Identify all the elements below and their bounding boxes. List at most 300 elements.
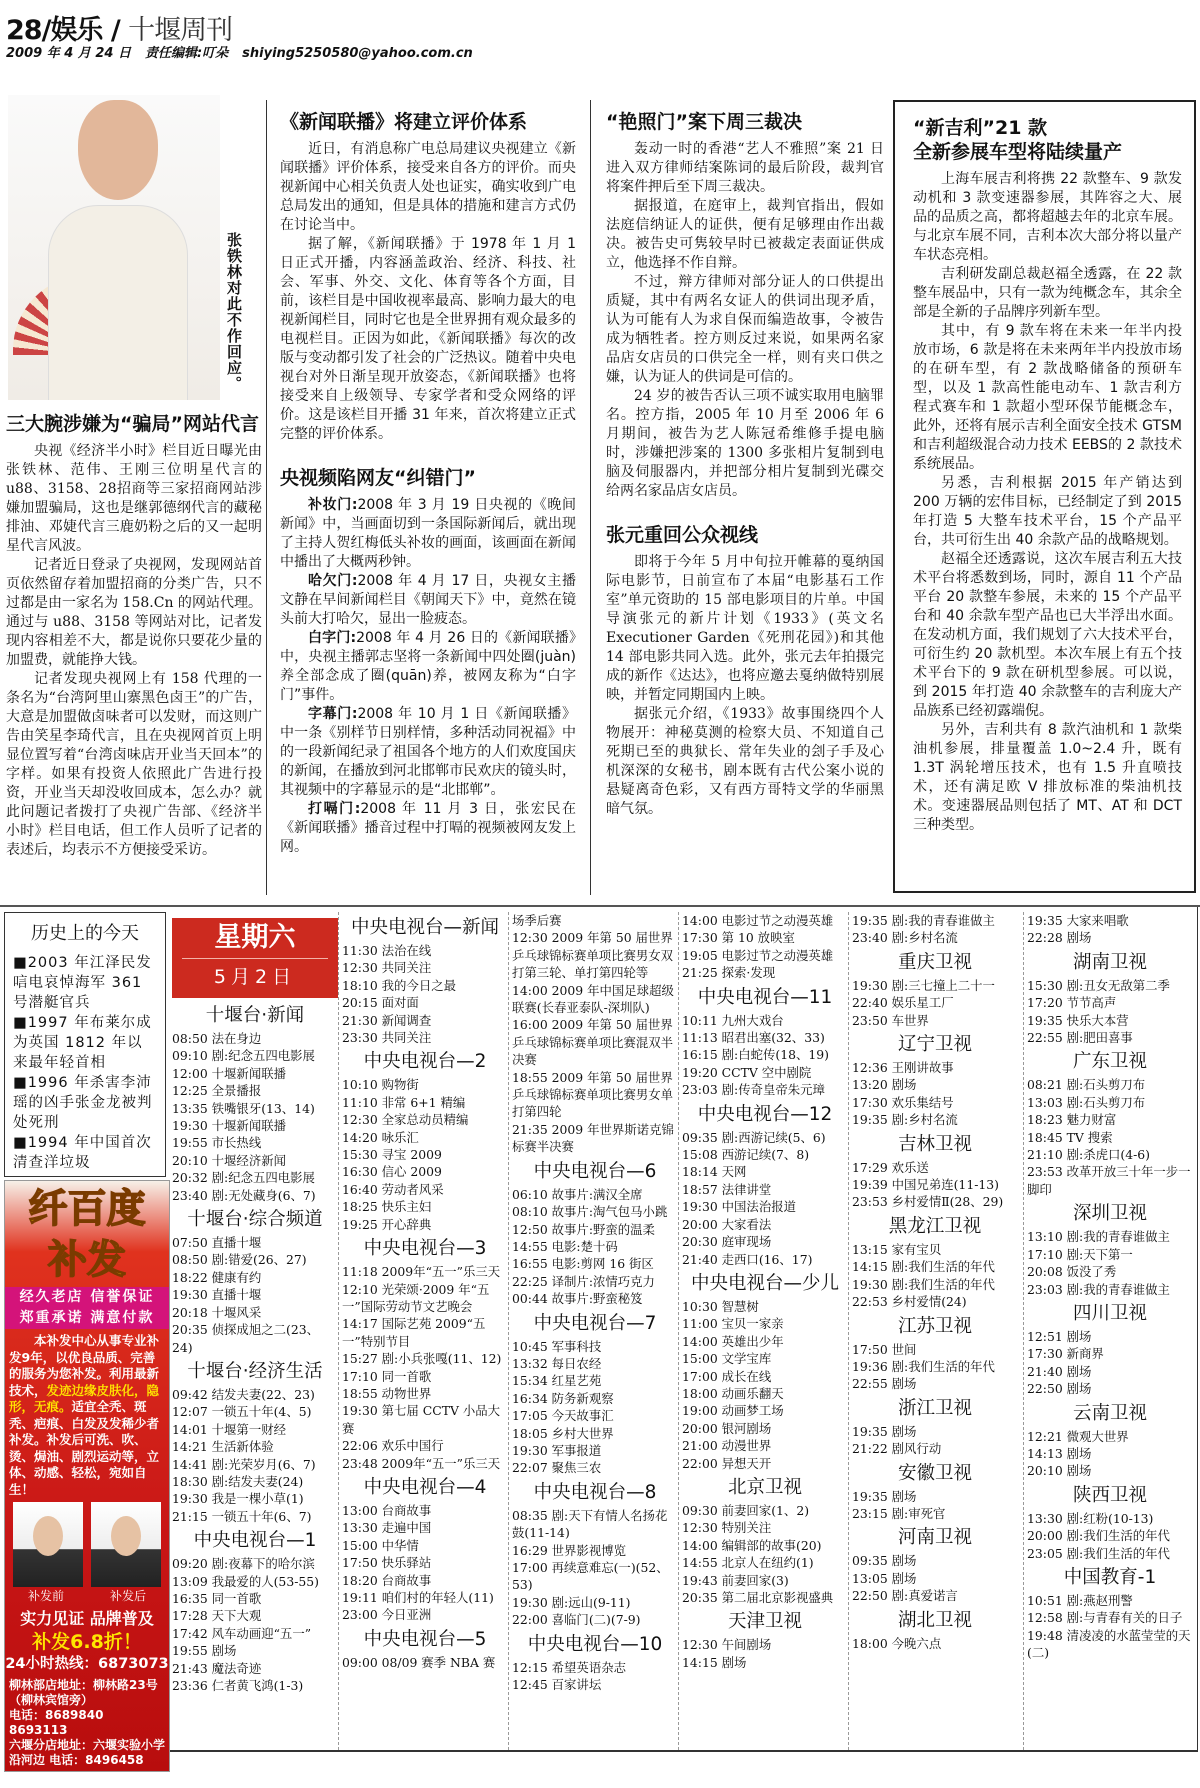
program-item: 19:11 咱们村的年轻人(11) [342,1590,494,1605]
program-item: 11:10 非常 6+1 精编 [342,1094,466,1110]
program-item: 21:35 2009 年世界斯诺克锦标赛半决赛 [512,1121,674,1155]
channel-name: 陕西卫视 [1072,1484,1147,1506]
program-item: 12:21 微观大世界 [1027,1428,1129,1444]
program-item: 21:15 一锁五十年(6、7) [172,1508,312,1524]
article-headline: “新吉利”21 款 全新参展车型将陆续量产 [913,117,1123,163]
paragraph-text: 2008 年 10 月 1 日《新闻联播》中一条《别样节日别样情，多种活动同祝福》中的一段新闻纪录了祖国各个地方的人们欢度国庆的新闻，在播放到河北邯郸市民欢庆的镜头时，其视频中的字幕显示的是“北邯郸”。 [280,706,576,798]
history-item: ■2003 年江泽民发唁电哀悼海军 361 号潜艇官兵 [13,955,152,1011]
program-item: 09:35 剧场 [852,1553,917,1569]
channel-name: 江苏卫视 [897,1315,972,1337]
channel-name: 中央电视台—2 [363,1051,487,1073]
channel-name: 浙江卫视 [897,1397,972,1419]
program-item: 23:03 剧:传奇皇帝朱元璋 [682,1082,825,1098]
program-item: 10:30 智慧树 [682,1298,759,1314]
program-item: 12:00 十堰新闻联播 [172,1065,286,1081]
program-item: 19:30 我是一棵小草(1) [172,1491,304,1507]
program-item: 23:05 剧:我们生活的年代 [1027,1545,1170,1561]
program-item: 12:25 全景播报 [172,1083,262,1099]
ad-slogan: 经久老店 信誉保证 [5,1287,169,1308]
article-paragraph: 据张元介绍，《1933》故事围绕四个人物展开：神秘莫测的检察大员、不知道自己死期已至的典狱长、常年失业的刽子手及心机深深的女秘书，剧本既有古代公案小说的悬疑离奇色彩，又有西方哥特文学的华丽黑暗气氛。 [606,706,884,817]
program-item: 11:30 法治在线 [342,943,432,958]
article-paragraph [280,800,576,857]
article-headline: “艳照门”案下周三裁决 [606,111,802,133]
paragraph-lead: 字幕门: [308,706,358,722]
program-item: 21:43 魔法奇迹 [172,1660,262,1676]
article-paragraph: 不过，辩方律师对部分证人的口供提出质疑，其中有两名女证人的供词出现矛盾，认为可能有人为求自保而编造故事，令被告成为牺牲者。控方则反过来说，如果两名家品店女店员的口供完全一样，则有夹口供之嫌，认为证人的供词是可信的。 [606,274,884,385]
program-item: 13:30 剧:红粉(10-13) [1027,1510,1154,1526]
program-item: 17:30 第 10 放映室 [682,930,795,946]
program-item: 08:21 剧:石头剪刀布 [1027,1077,1146,1093]
program-item: 19:35 剧场 [852,1488,917,1504]
program-item: 19:43 前妻回家(3) [682,1572,789,1588]
program-item: 10:11 九州大戏台 [682,1012,784,1028]
program-item: 17:50 快乐驿站 [342,1555,432,1571]
article-paragraph: 上海车展吉利将携 22 款整车、9 款发动机和 3 款变速器参展，其阵容之大、展品的品质之高，都将超越去年的北京车展。与北京车展不同，吉利本次大部分将以量产车状态亮相。 [913,171,1182,263]
ad-brand-sub: 补发 [47,1238,126,1283]
program-item: 23:53 乡村爱情Ⅱ(28、29) [852,1194,1004,1210]
program-item: 18:05 乡村大世界 [512,1425,614,1441]
program-item: 19:48 清凌凌的水蓝莹莹的天(二) [1027,1627,1191,1661]
program-item: 13:32 每日农经 [512,1355,602,1371]
article-paragraph: 另外，吉利共有 8 款汽油机和 1 款柴油机参展，排量覆盖 1.0~2.4 升，既有 1.3T 涡轮增压技术，也有 1.5 升直喷技术，还有满足欧 V 排放标准的柴油机技术。变速器展品则包括了 MT、AT 和 DCT 三种类型。 [913,722,1182,833]
article-zhang-yuan [606,523,884,819]
program-item: 14:17 国际艺苑 2009“五一”特别节目 [342,1316,486,1349]
paragraph-text: 2008 年 4 月 26 日的《新闻联播》中，央视主播郭志坚将一条新闻中四处圈(juàn)养全部念成了圈(quān)养，被网友称为“白字门”事件。 [280,630,576,703]
article-headline: 《新闻联播》将建立评价体系 [280,111,528,133]
section-divider [0,905,1200,907]
column-divider [1023,912,1024,1750]
channel-name: 十堰台·新闻 [205,1005,305,1026]
ad-proof: 实力见证 品牌普及 [20,1609,154,1628]
article-paragraph [280,629,576,705]
separator: / [102,15,129,46]
ad-desc-highlight: 发迹边缘皮肤化，隐形，无痕。 [9,1382,160,1414]
channel-name: 黑龙江卫视 [888,1215,982,1237]
channel-name: 四川卫视 [1072,1302,1147,1324]
program-item: 10:45 军事科技 [512,1338,602,1354]
before-label: 补发前 [27,1589,64,1603]
program-item: 19:00 动画梦工场 [682,1403,784,1419]
program-item: 14:20 咏乐汇 [342,1129,419,1145]
program-item: 22:55 剧场 [852,1376,917,1392]
program-item: 18:10 我的今日之最 [342,977,456,993]
paragraph-lead: 哈欠门: [308,573,358,589]
article-paragraph: 近日，有消息称广电总局建议央视建立《新闻联播》评价体系，接受来自各方的评价。而央视新闻中心相关负责人处也证实，确实收到广电总局发出的通知，但是具体的措施和建言方式仍在讨论当中。 [280,141,576,233]
phone-1: 电话：8689840 8693113 [9,1708,104,1737]
paragraph-text: 2008 年 3 月 19 日央视的《晚间新闻》中，当画面切到一条国际新闻后，就出现了主持人贺红梅低头补妆的画面，该画面在新闻中播出了大概两秒钟。 [280,497,576,570]
program-item: 15:00 中华情 [342,1537,419,1553]
program-item: 17:30 新商界 [1027,1346,1104,1362]
channel-name: 深圳卫视 [1072,1203,1147,1225]
program-item: 22:55 剧:肥田喜事 [1027,1030,1133,1046]
channel-name: 河南卫视 [897,1527,972,1549]
channel-name: 中央电视台—8 [533,1481,657,1503]
program-item: 20:15 面对面 [342,995,419,1011]
program-item: 18:57 法律讲堂 [682,1181,772,1197]
article-paragraph [280,572,576,629]
program-item: 09:30 前妻回家(1、2) [682,1502,810,1518]
history-item: ■1994 年中国首次清查洋垃圾 [13,1135,152,1171]
article-news-broadcast-evaluation [280,110,576,444]
column-2 [280,110,576,857]
article-paragraph: 吉利研发副总裁赵福全透露，在 22 款整车展品中，只有一款为纯概念车，其余全部是全新的子品牌序列新车型。 [913,266,1182,320]
program-item: 18:22 健康有约 [172,1269,262,1285]
program-item: 22:25 译制片:浓情巧克力 [512,1273,655,1289]
program-item: 23:00 今日亚洲 [342,1607,432,1623]
program-item: 22:28 剧场 [1027,930,1092,946]
program-item: 20:32 剧:纪念五四电影展 [172,1170,315,1186]
history-item: ■1997 年布莱尔成为英国 1812 年以来最年轻首相 [13,1015,152,1071]
program-item: 19:35 剧:乡村名流 [852,1112,958,1128]
article-photo-scandal-verdict [606,110,884,501]
history-today-box [4,912,166,1177]
program-item: 16:30 信心 2009 [342,1164,442,1180]
ad-desc-text: 本补发中心从事专业补发9年，以优良品质、完善的服务为您补发。利用最新技术， [9,1333,160,1398]
channel-name: 中央电视台—10 [527,1633,663,1655]
channel-name: 中央电视台—3 [363,1238,487,1260]
program-item: 14:00 电影过节之动漫英雄 [682,913,834,928]
program-item: 22:00 异想天开 [682,1455,772,1471]
program-item: 12:30 2009 年第 50 届世界乒乓球锦标赛单项比赛男女双打第三轮、单打第四轮等 [512,930,674,981]
section-name: 娱乐 [50,15,103,46]
program-item: 17:29 欢乐送 [852,1159,929,1175]
channel-name: 中央电视台—6 [533,1160,657,1182]
program-item: 14:13 剧场 [1027,1445,1092,1461]
program-item: 20:10 剧场 [1027,1463,1092,1479]
article-paragraph [280,496,576,572]
program-item: 15:00 文学宝库 [682,1351,772,1367]
channel-name: 北京卫视 [727,1476,802,1498]
after-photo [91,1502,161,1587]
article-paragraph: 其中，有 9 款车将在未来一年半内投放市场，6 款是将在未来两年半内投放市场的在研车型，有 2 款战略储备的预研车型，以及 1 款高性能电动车、1 款吉利方程式赛车和 1 款超小型环保节能概念车，此外，还将有展示吉利全面安全技术 GTSM 和吉利超级混合动力技术 EEBS的 2 款技术系统展品。 [913,323,1182,472]
channel-name: 吉林卫视 [897,1133,972,1155]
program-item: 20:35 第二届北京影视盛典 [682,1590,834,1605]
program-item: 16:34 防务新观察 [512,1390,614,1406]
program-item: 12:30 共同关注 [342,960,432,976]
program-item: 19:35 大家来唱歌 [1027,913,1129,928]
program-item: 19:39 中国兄弟连(11-13) [852,1177,999,1193]
page-header-meta [6,42,487,61]
program-item: 19:55 市长热线 [172,1135,262,1151]
channel-name: 十堰台·综合频道 [187,1209,323,1231]
program-item: 15:08 西游记续(7、8) [682,1147,810,1163]
program-item: 08:10 故事片:淘气包马小跳 [512,1204,668,1220]
program-item: 16:29 世界影视博览 [512,1542,626,1558]
article-paragraph: 赵福全还透露说，这次车展吉利五大技术平台将悉数到场，同时，源自 11 个产品平台 20 款整车参展，未来的 15 个产品平台和 40 余款车型产品也已大半浮出水面。在发动机方面，我们规划了六大技术平台，可衍生约 20 款机型。本次车展上有五个技术平台下的 9 款在研机型参展。可以说，到 2015 年打造 40 余款整车的吉利庞大产品族系已经初露端倪。 [913,551,1182,719]
program-item: 16:55 电影:剪网 16 街区 [512,1256,654,1272]
program-item: 23:15 剧:审死官 [852,1505,946,1521]
article-paragraph: 即将于今年 5 月中旬拉开帷幕的戛纳国际电影节，日前宣布了本届“电影基石工作室”单元资助的 15 部电影项目的片单。中国导演张元的新片计划《1933》(英文名 Executioner Garden《死刑花园》)和其他 14 部电影共同入选。此外，张元去年拍摄完成的新作《达达》，也将应邀去戛纳做特别展映，并暂定同期国内上映。 [606,554,884,703]
editor-email[interactable]: shiying5250580@yahoo.com.cn [242,46,473,61]
program-item: 22:00 喜临门(二)(7-9) [512,1612,641,1628]
tv-column [342,912,508,1671]
article-paragraph: 轰动一时的香港“艺人不雅照”案 21 日进入双方律师结案陈词的最后阶段，裁判官将案件押后至下周三裁决。 [606,141,884,195]
program-item: 19:30 剧:三七撞上二十一 [852,977,995,993]
article-headline: 三大腕涉嫌为“骗局”网站代言 [6,413,259,435]
program-item: 12:50 故事片:野蛮的温柔 [512,1221,655,1237]
program-item: 23:30 共同关注 [342,1030,432,1046]
paper-name: 十堰周刊 [128,15,233,46]
listing-date: 5月2日 [213,966,297,988]
program-item: 12:15 希望英语杂志 [512,1659,626,1675]
program-item: 13:30 走遍中国 [342,1520,432,1536]
channel-name: 湖北卫视 [897,1609,972,1631]
program-item: 17:05 今天故事汇 [512,1408,614,1424]
program-item: 20:18 十堰风采 [172,1304,262,1320]
column-divider [678,912,679,1750]
column-divider [338,912,339,1750]
program-item: 17:42 风车动画迎“五一” [172,1625,312,1641]
issue-date: 2009 年 4 月 24 日 [6,46,131,61]
tv-column [512,912,678,1693]
program-item: 12:45 百家讲坛 [512,1677,602,1693]
program-item: 20:08 饭没了秀 [1027,1264,1117,1280]
channel-name: 广东卫视 [1072,1051,1147,1073]
program-item: 13:09 我最爱的人(53-55) [172,1573,319,1589]
channel-name: 中央电视台—12 [697,1103,833,1125]
program-item: 11:13 昭君出塞(32、33) [682,1030,825,1046]
channel-name: 中央电视台—5 [363,1628,487,1650]
program-item: 14:41 剧:光荣岁月(6、7) [172,1456,316,1472]
program-item: 22:07 聚焦三农 [512,1460,602,1476]
address-1: 柳林部店地址：柳林路23号（柳林宾馆旁） [9,1678,158,1707]
program-item: 09:00 08/09 赛季 NBA 赛 [342,1654,496,1670]
ad-desc-text: 适宜全秃、斑秃、疤痕、白发及发稀少者补发。补发后可洗、吹、烫、焗油、剧烈运动等，立体、动感、轻松，宛如自生！ [9,1399,160,1497]
program-item: 00:44 故事片:野蛮秘笈 [512,1291,643,1307]
address-2: 六堰分店地址：六堰实验小学沿河边 电话：8496458 [9,1738,166,1767]
program-item: 20:00 银河剧场 [682,1420,772,1436]
program-item: 14:21 生活新体验 [172,1439,274,1455]
column-divider [508,912,509,1750]
program-item: 11:00 宝贝一家亲 [682,1316,784,1332]
program-item: 17:30 欢乐集结号 [852,1094,954,1110]
program-item: 13:35 铁嘴银牙(13、14) [172,1100,315,1116]
program-item: 10:10 购物街 [342,1077,419,1093]
channel-name: 辽宁卫视 [897,1034,972,1056]
program-item: 17:10 同一首歌 [342,1368,432,1384]
program-item: 12:10 光荣颂·2009 年“五一”国际劳动节文艺晚会 [342,1281,490,1314]
program-item: 21:00 动漫世界 [682,1438,772,1454]
channel-name: 云南卫视 [1072,1402,1147,1424]
article-headline: 张元重回公众视线 [606,524,759,546]
program-item: 17:00 成长在线 [682,1368,772,1384]
program-item: 16:15 剧:白蛇传(18、19) [682,1047,829,1063]
history-item: ■1996 年杀害李沛瑶的凶手张金龙被判处死刑 [13,1075,153,1131]
paragraph-text: 2008 年 4 月 17 日，央视女主播文静在早间新闻栏目《朝闻天下》中，竟然在镜头前大打哈欠，显出一脸疲态。 [280,573,576,627]
program-item: 19:30 剧:远山(9-11) [512,1594,631,1610]
channel-name: 重庆卫视 [897,951,972,973]
program-item: 18:25 快乐主妇 [342,1199,432,1215]
program-item: 09:42 结发夫妻(22、23) [172,1386,315,1402]
program-item: 22:53 乡村爱情(24) [852,1294,967,1310]
program-item: 17:10 剧:天下第一 [1027,1246,1133,1262]
program-item: 23:53 改革开放三十年一步一脚印 [1027,1164,1191,1197]
program-item: 08:50 法在身边 [172,1031,262,1046]
program-item: 22:06 欢乐中国行 [342,1438,444,1454]
article-paragraph: 央视《经济半小时》栏目近日曝光由张铁林、范伟、王刚三位明星代言的u88、3158、28招商等三家招商网站涉嫌加盟骗局，这也是继郭德纲代言的藏秘排油、邓婕代言三鹿奶粉之后的又一起明星代言风波。 [6,443,262,554]
channel-name: 天津卫视 [727,1611,802,1633]
program-item: 22:40 娱乐星工厂 [852,995,954,1011]
program-item: 11:18 2009年“五一”乐三天 [342,1264,501,1280]
program-item: 07:50 直播十堰 [172,1235,262,1251]
program-item: 08:35 剧:天下有情人名扬花鼓(11-14) [512,1507,668,1541]
channel-name: 湖南卫视 [1072,951,1147,973]
program-item: 19:30 军事报道 [512,1442,602,1458]
program-item: 场季后赛 [512,913,562,928]
program-item: 12:07 一锁五十年(4、5) [172,1404,312,1420]
program-item: 09:10 剧:纪念五四电影展 [172,1048,315,1064]
article-paragraph [280,705,576,800]
program-item: 23:50 车世界 [852,1012,929,1028]
program-item: 20:00 剧:我们生活的年代 [1027,1528,1170,1544]
program-item: 13:15 家有宝贝 [852,1241,942,1257]
program-item: 23:48 2009年“五一”乐三天 [342,1455,501,1471]
program-item: 23:40 剧:乡村名流 [852,930,958,946]
program-item: 17:20 节节高声 [1027,995,1117,1011]
program-item: 14:55 北京人在纽约(1) [682,1555,814,1571]
paragraph-text: 2008 年 11 月 3 日，张宏民在《新闻联播》播音过程中打嗝的视频被网友发上网。 [280,801,576,855]
program-item: 14:15 剧:我们生活的年代 [852,1259,995,1275]
program-item: 06:10 故事片:满汉全席 [512,1186,643,1202]
program-item: 19:05 电影过节之动漫英雄 [682,947,834,963]
program-item: 22:50 剧场 [1027,1381,1092,1397]
column-3 [606,110,884,819]
program-item: 21:30 新闻调查 [342,1012,432,1028]
weekday: 星期六 [182,918,328,959]
program-item: 17:00 再续意难忘(一)(52、53) [512,1560,669,1593]
channel-name: 中央电视台—新闻 [350,917,499,938]
program-item: 16:00 2009 年第 50 届世界乒乓球锦标赛单项比赛混双半决赛 [512,1017,674,1068]
ad-brand: 纤百度 [28,1187,146,1232]
tv-column [852,912,1018,1652]
program-item: 19:36 剧:我们生活的年代 [852,1358,995,1374]
tv-column [1027,912,1193,1662]
channel-name: 十堰台·经济生活 [187,1360,323,1382]
paragraph-lead: 白字门: [308,630,357,646]
program-item: 13:00 台商故事 [342,1502,432,1518]
program-item: 14:01 十堰第一财经 [172,1421,286,1437]
article-geely-box [893,100,1196,893]
program-item: 08:50 剧:错爱(26、27) [172,1252,307,1268]
program-item: 17:50 世间 [852,1341,917,1357]
article-paragraph: 记者近日登录了央视网，发现网站首页依然留存着加盟招商的分类广告，只不过都是由一家名为 158.Cn 的网站代理。通过与 u88、3158 等网站对比，记者发现内容相差不大，都是说你只要花少量的加盟费，就能挣大钱。 [6,557,262,668]
tv-column [682,912,848,1671]
program-item: 13:10 剧:我的青春谁做主 [1027,1229,1170,1245]
program-item: 20:10 十堰经济新闻 [172,1152,286,1168]
ad-slogan: 郑重承诺 满意付款 [5,1308,169,1329]
program-item: 19:35 剧场 [852,1423,917,1439]
article-headline: 央视频陷网友“纠错门” [280,467,476,489]
article-celebrity-endorsement [6,412,262,860]
program-item: 19:20 CCTV 空中剧院 [682,1064,812,1080]
ad-discount: 补发6.8折！ [32,1631,142,1653]
program-item: 14:55 电影:楚十码 [512,1238,618,1254]
program-item: 12:30 全家总动员精编 [342,1112,469,1128]
channel-name: 安徽卫视 [897,1462,972,1484]
ad-description [5,1329,169,1502]
ad-address [5,1674,169,1772]
program-item: 18:00 今晚六点 [852,1635,942,1651]
program-item: 12:30 特别关注 [682,1520,772,1536]
program-item: 09:20 剧:夜幕下的哈尔滨 [172,1556,315,1572]
column-divider [848,912,849,1750]
program-item: 14:15 剧场 [682,1654,747,1670]
zhang-tielin-photo [8,95,220,400]
program-item: 20:00 大家看法 [682,1216,772,1232]
paragraph-lead: 补妆门: [308,497,358,513]
program-item: 23:40 剧:无处藏身(6、7) [172,1187,316,1203]
program-item: 23:03 剧:我的青春谁做主 [1027,1281,1170,1297]
history-title: 历史上的今天 [31,923,139,944]
channel-name: 中央电视台—4 [363,1476,487,1498]
article-paragraph: 据报道，在庭审上，裁判官指出，假如法庭信纳证人的证供，便有足够理由作出裁决。被告史可隽较早时已被裁定表面证供成立，他选择不作自辩。 [606,198,884,271]
program-item: 16:40 劳动者风采 [342,1181,444,1197]
channel-name: 中央电视台—7 [533,1312,657,1334]
program-item: 14:00 2009 年中国足球超级联赛(长春亚泰队-深圳队) [512,982,674,1016]
photo-caption: 张铁林对此不作回应。 [225,232,243,392]
program-item: 18:45 TV 搜索 [1027,1129,1113,1145]
article-paragraph: 24 岁的被告否认三项不诚实取用电脑罪名。控方指，2005 年 10 月至 2006 年 6 月期间，被告为艺人陈冠希维修手提电脑时，涉嫌把涉案的 1300 多张相片复制到电脑及伺服器内，并把部分相片复制到光碟交给两名家品店女店员。 [606,388,884,499]
program-item: 13:03 剧:石头剪刀布 [1027,1094,1146,1110]
article-cctv-errors [280,466,576,857]
program-item: 14:00 编辑部的故事(20) [682,1537,822,1553]
tv-column [172,912,338,1694]
page-number: 28/ [6,15,51,46]
editor: 责任编辑:叮朵 [144,46,229,61]
program-item: 14:00 英雄出少年 [682,1333,784,1349]
after-label: 补发后 [109,1589,146,1603]
program-item: 18:55 动物世界 [342,1385,432,1401]
program-item: 20:35 侦探成旭之二(23、24) [172,1322,319,1355]
before-photo [13,1502,83,1587]
program-item: 13:05 剧场 [852,1570,917,1586]
program-item: 19:30 十堰新闻联播 [172,1118,286,1134]
program-item: 21:40 走西口(16、17) [682,1251,813,1267]
program-item: 18:23 魅力财富 [1027,1112,1117,1128]
program-item: 18:20 台商故事 [342,1572,432,1588]
program-item: 19:30 直播十堰 [172,1287,262,1303]
program-item: 09:35 剧:西游记续(5、6) [682,1129,826,1145]
program-item: 15:30 寻宝 2009 [342,1147,442,1163]
program-item: 19:30 第七届 CCTV 小品大赛 [342,1403,501,1436]
program-item: 21:40 剧场 [1027,1363,1092,1379]
program-item: 15:34 红星艺苑 [512,1373,602,1389]
program-item: 21:10 剧:杀虎口(4-6) [1027,1147,1151,1163]
hair-ad [4,1180,170,1772]
article-paragraph: 记者发现央视网上有 158 代理的一条名为“台湾阿里山寨黑色卤王”的广告，大意是加盟做卤味者可以发财，而这则广告由笑星李琦代言，且在央视网首页上明显位置写着“台湾卤味店开业当天回本”的字样。如果有投资人依照此广告进行投资，开业当天却没收回成本，怎么办？就此问题记者拨打了央视广告部、《经济半小时》栏目电话，但工作人员听了记者的表述后，均表示不方便接受采访。 [6,671,262,858]
program-item: 19:30 中国法治报道 [682,1199,796,1215]
channel-name: 中央电视台—1 [193,1530,317,1552]
channel-name: 中国教育-1 [1063,1566,1157,1588]
program-item: 19:35 剧:我的青春谁做主 [852,913,995,928]
program-item: 15:30 剧:丑女无敌第二季 [1027,977,1170,993]
program-item: 18:30 剧:结发夫妻(24) [172,1473,304,1489]
program-item: 16:35 同一首歌 [172,1590,262,1606]
program-item: 17:28 天下大观 [172,1608,262,1624]
channel-name: 中央电视台—少儿 [690,1272,839,1294]
program-item: 12:51 剧场 [1027,1328,1092,1344]
channel-name: 中央电视台—11 [697,986,833,1008]
program-item: 18:00 动画乐翻天 [682,1385,784,1401]
program-item: 12:36 王刚讲故事 [852,1060,954,1076]
program-item: 15:27 剧:小兵张嘎(11、12) [342,1351,502,1367]
article-geely [913,116,1182,835]
program-item: 19:25 开心辞典 [342,1216,432,1232]
program-item: 18:55 2009 年第 50 届世界乒乓球锦标赛单项比赛男女单打第四轮 [512,1069,674,1120]
program-item: 12:30 午间剧场 [682,1637,772,1653]
program-item: 21:25 探索·发现 [682,965,776,981]
program-item: 19:30 剧:我们生活的年代 [852,1276,995,1292]
